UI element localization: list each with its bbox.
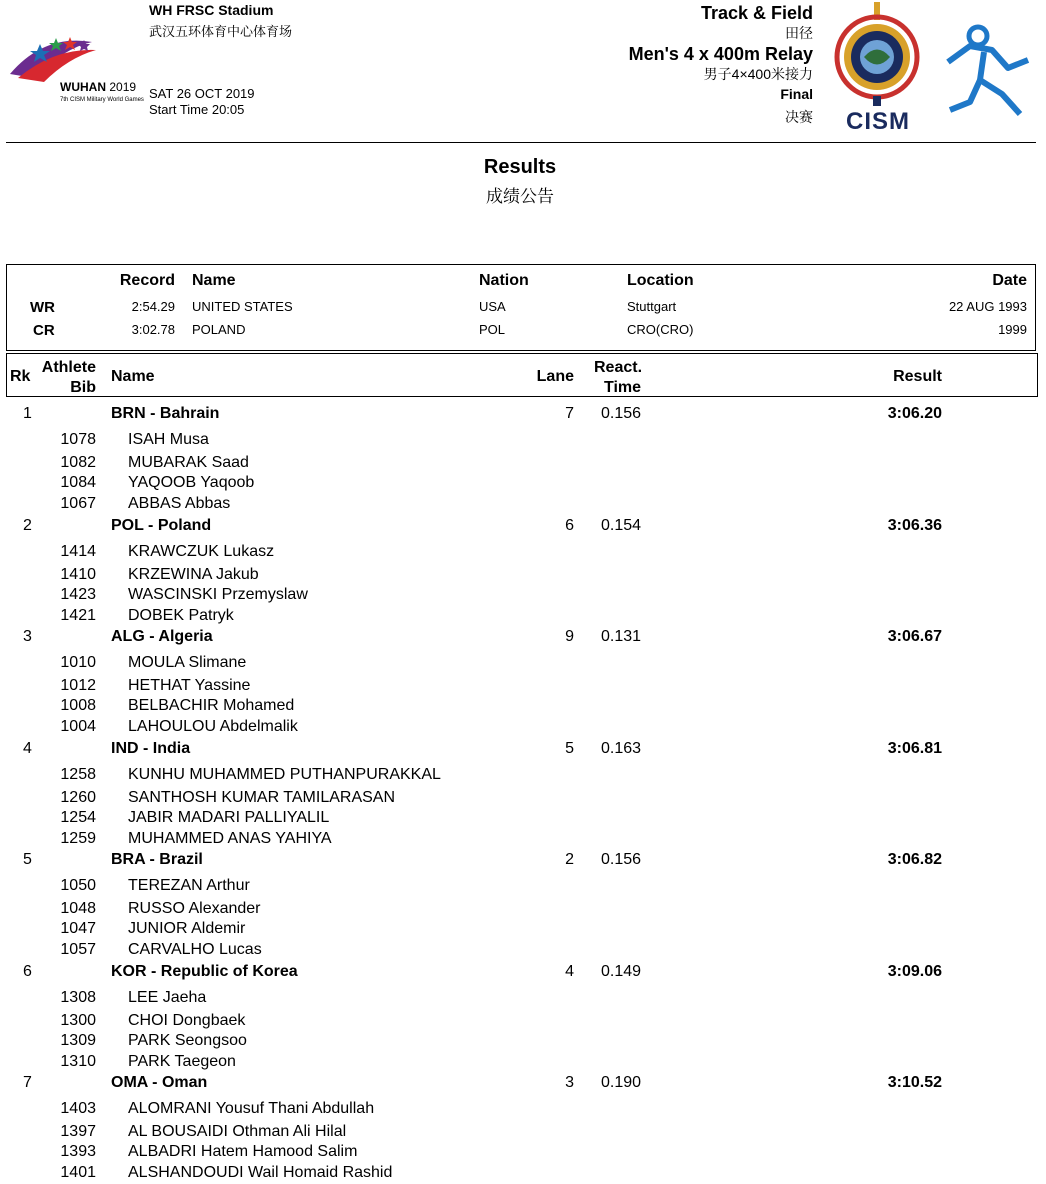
team-react-time: 0.149 — [601, 963, 642, 980]
athlete-name: SANTHOSH KUMAR TAMILARASAN — [128, 789, 396, 806]
records-header-record: Record — [119, 272, 175, 289]
athlete-row — [0, 920, 1046, 940]
athlete-name: CHOI Dongbaek — [128, 1012, 246, 1029]
athlete-row — [0, 586, 1046, 606]
athlete-name: ALOMRANI Yousuf Thani Abdullah — [128, 1100, 375, 1117]
team-rank: 1 — [23, 405, 32, 422]
record-date: 22 AUG 1993 — [948, 299, 1027, 314]
team-lane: 4 — [565, 963, 574, 980]
team-result: 3:06.81 — [887, 740, 942, 757]
record-time: 2:54.29 — [131, 299, 175, 314]
team-rank: 2 — [23, 517, 32, 534]
team-react-time: 0.154 — [601, 517, 642, 534]
athlete-row — [0, 941, 1046, 961]
athlete-bib: 1393 — [60, 1143, 96, 1160]
athlete-name: DOBEK Patryk — [128, 607, 234, 624]
team-name: IND - India — [111, 740, 191, 757]
discipline-cn: 田径 — [785, 25, 813, 41]
athlete-row — [0, 989, 1046, 1009]
team-react-time: 0.131 — [601, 628, 642, 645]
athlete-bib: 1414 — [60, 543, 96, 560]
record-nation: POL — [479, 322, 506, 337]
athlete-row — [0, 454, 1046, 474]
athlete-bib: 1254 — [60, 809, 96, 826]
athlete-row — [0, 1053, 1046, 1073]
athlete-bib: 1403 — [60, 1100, 96, 1117]
athlete-bib: 1057 — [60, 941, 96, 958]
athlete-name: YAQOOB Yaqoob — [128, 474, 255, 491]
team-name: POL - Poland — [111, 517, 212, 534]
athlete-row — [0, 809, 1046, 829]
athlete-row — [0, 1164, 1046, 1184]
team-row — [0, 851, 1046, 871]
record-location: CRO(CRO) — [627, 322, 694, 337]
page-title: Results — [483, 156, 557, 178]
athlete-bib: 1421 — [60, 607, 96, 624]
athlete-row — [0, 1032, 1046, 1052]
page-title-cn: 成绩公告 — [486, 187, 554, 206]
athlete-bib: 1008 — [60, 697, 96, 714]
logo-subtitle: 7th CISM Military World Games — [60, 97, 144, 103]
athlete-bib: 1310 — [60, 1053, 96, 1070]
team-lane: 5 — [565, 740, 574, 757]
team-row — [0, 628, 1046, 648]
team-result: 3:06.67 — [887, 628, 942, 645]
athlete-name: LAHOULOU Abdelmalik — [128, 718, 298, 735]
athlete-row — [0, 789, 1046, 809]
record-date: 1999 — [998, 322, 1027, 337]
athlete-name: KRZEWINA Jakub — [128, 566, 259, 583]
venue-name: WH FRSC Stadium — [149, 2, 274, 18]
athlete-name: KRAWCZUK Lukasz — [128, 543, 275, 560]
athlete-name: KUNHU MUHAMMED PUTHANPURAKKAL — [128, 766, 441, 783]
col-rank: Rk — [10, 368, 31, 385]
athlete-row — [0, 543, 1046, 563]
col-bib: Bib — [70, 379, 96, 396]
athlete-name: ALSHANDOUDI Wail Homaid Rashid — [128, 1164, 393, 1181]
team-row — [0, 963, 1046, 983]
athlete-bib: 1012 — [60, 677, 96, 694]
athlete-name: HETHAT Yassine — [128, 677, 251, 694]
athlete-row — [0, 718, 1046, 738]
athlete-row — [0, 1100, 1046, 1120]
athlete-row — [0, 566, 1046, 586]
cism-emblem-icon — [830, 2, 924, 106]
team-rank: 5 — [23, 851, 32, 868]
athlete-row — [0, 495, 1046, 515]
team-result: 3:10.52 — [887, 1074, 942, 1091]
col-lane: Lane — [536, 368, 574, 385]
team-lane: 2 — [565, 851, 574, 868]
athlete-bib: 1309 — [60, 1032, 96, 1049]
team-lane: 6 — [565, 517, 574, 534]
team-result: 3:06.82 — [887, 851, 942, 868]
athlete-row — [0, 830, 1046, 850]
records-header-nation: Nation — [479, 272, 529, 289]
records-header-location: Location — [627, 272, 694, 289]
athlete-bib: 1308 — [60, 989, 96, 1006]
athlete-name: BELBACHIR Mohamed — [128, 697, 295, 714]
athlete-row — [0, 1012, 1046, 1032]
athlete-bib: 1259 — [60, 830, 96, 847]
record-holder: POLAND — [192, 322, 246, 337]
event-name-cn: 男子4×400米接力 — [703, 66, 813, 82]
athlete-bib: 1401 — [60, 1164, 96, 1181]
athlete-bib: 1004 — [60, 718, 96, 735]
logo-wordmark: WUHAN 2019 — [60, 80, 137, 94]
team-result: 3:06.20 — [887, 405, 942, 422]
col-name: Name — [111, 368, 155, 385]
team-name: ALG - Algeria — [111, 628, 213, 645]
team-rank: 4 — [23, 740, 32, 757]
runner-icon — [940, 24, 1036, 116]
athlete-name: PARK Seongsoo — [128, 1032, 247, 1049]
athlete-row — [0, 607, 1046, 627]
athlete-name: ALBADRI Hatem Hamood Salim — [128, 1143, 358, 1160]
team-react-time: 0.163 — [601, 740, 642, 757]
athlete-bib: 1067 — [60, 495, 96, 512]
record-location: Stuttgart — [627, 299, 677, 314]
header-divider — [6, 142, 1036, 143]
athlete-name: ISAH Musa — [128, 431, 209, 448]
athlete-row — [0, 900, 1046, 920]
athlete-row — [0, 877, 1046, 897]
discipline: Track & Field — [700, 3, 813, 23]
team-react-time: 0.190 — [601, 1074, 642, 1091]
team-row — [0, 740, 1046, 760]
venue-name-cn: 武汉五环体育中心体育场 — [149, 24, 293, 39]
team-name: KOR - Republic of Korea — [111, 963, 298, 980]
athlete-row — [0, 766, 1046, 786]
records-header-date: Date — [992, 272, 1027, 289]
athlete-row — [0, 1123, 1046, 1143]
athlete-bib: 1050 — [60, 877, 96, 894]
athlete-bib: 1010 — [60, 654, 96, 671]
wuhan-games-logo — [4, 4, 140, 134]
record-nation: USA — [479, 299, 506, 314]
col-react: React. — [594, 359, 643, 376]
athlete-row — [0, 654, 1046, 674]
athlete-name: CARVALHO Lucas — [128, 941, 262, 958]
athlete-name: MUHAMMED ANAS YAHIYA — [128, 830, 332, 847]
athlete-name: ABBAS Abbas — [128, 495, 231, 512]
team-name: BRN - Bahrain — [111, 405, 220, 422]
team-row — [0, 517, 1046, 537]
athlete-name: JUNIOR Aldemir — [128, 920, 246, 937]
team-react-time: 0.156 — [601, 405, 642, 422]
athlete-name: TEREZAN Arthur — [128, 877, 250, 894]
athlete-name: JABIR MADARI PALLIYALIL — [128, 809, 330, 826]
athlete-bib: 1410 — [60, 566, 96, 583]
team-rank: 7 — [23, 1074, 32, 1091]
athlete-bib: 1258 — [60, 766, 96, 783]
athlete-row — [0, 431, 1046, 451]
event-name: Men's 4 x 400m Relay — [628, 44, 813, 64]
record-holder: UNITED STATES — [192, 299, 293, 314]
athlete-name: LEE Jaeha — [128, 989, 207, 1006]
team-lane: 9 — [565, 628, 574, 645]
col-athlete: Athlete — [41, 359, 96, 376]
col-result: Result — [893, 368, 942, 385]
team-row — [0, 1074, 1046, 1094]
athlete-bib: 1047 — [60, 920, 96, 937]
team-rank: 3 — [23, 628, 32, 645]
athlete-bib: 1082 — [60, 454, 96, 471]
start-time: Start Time 20:05 — [149, 102, 245, 117]
athlete-bib: 1078 — [60, 431, 96, 448]
athlete-name: WASCINSKI Przemyslaw — [128, 586, 308, 603]
athlete-bib: 1300 — [60, 1012, 96, 1029]
athlete-bib: 1084 — [60, 474, 96, 491]
athlete-bib: 1260 — [60, 789, 96, 806]
records-header-name: Name — [192, 272, 236, 289]
phase: Final — [780, 86, 813, 102]
athlete-row — [0, 1143, 1046, 1163]
record-type: CR — [33, 322, 55, 339]
athlete-name: MOULA Slimane — [128, 654, 247, 671]
athlete-name: PARK Taegeon — [128, 1053, 236, 1070]
athlete-row — [0, 697, 1046, 717]
event-date: SAT 26 OCT 2019 — [149, 86, 255, 101]
wuhan-swoosh-icon — [4, 4, 140, 84]
record-time: 3:02.78 — [131, 322, 175, 337]
team-result: 3:09.06 — [887, 963, 942, 980]
athlete-name: RUSSO Alexander — [128, 900, 261, 917]
col-react-time: Time — [604, 379, 642, 396]
team-lane: 7 — [565, 405, 574, 422]
phase-cn: 决赛 — [785, 109, 813, 125]
record-type: WR — [30, 299, 55, 316]
athlete-row — [0, 677, 1046, 697]
athlete-bib: 1048 — [60, 900, 96, 917]
athlete-bib: 1397 — [60, 1123, 96, 1140]
team-name: BRA - Brazil — [111, 851, 203, 868]
team-react-time: 0.156 — [601, 851, 642, 868]
team-name: OMA - Oman — [111, 1074, 208, 1091]
team-rank: 6 — [23, 963, 32, 980]
team-row — [0, 405, 1046, 425]
team-lane: 3 — [565, 1074, 574, 1091]
cism-label: CISM — [846, 108, 910, 135]
results-header — [6, 353, 1038, 397]
athlete-bib: 1423 — [60, 586, 96, 603]
athlete-name: AL BOUSAIDI Othman Ali Hilal — [128, 1123, 347, 1140]
team-result: 3:06.36 — [887, 517, 942, 534]
athlete-name: MUBARAK Saad — [128, 454, 249, 471]
athlete-row — [0, 474, 1046, 494]
